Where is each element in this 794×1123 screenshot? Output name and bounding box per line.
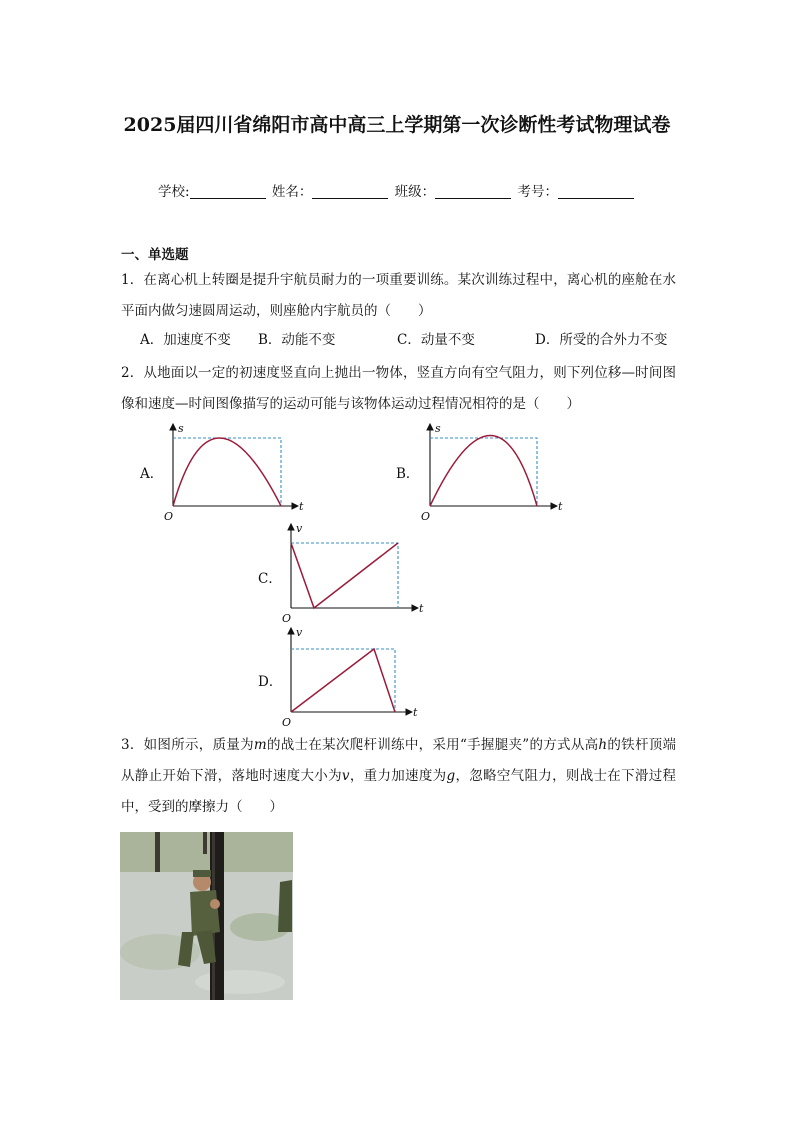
question-3-stem: 3．如图所示，质量为m的战士在某次爬杆训练中，采用“手握腿夹”的方式从高h的铁杆顶端从静止开始下滑，落地时速度大小为v，重力加速度为g，忽略空气阻力，则战士在下滑过程中，受到的摩擦力（ ） [121,737,677,815]
guide-lines [430,438,537,506]
q2-graph-b [417,420,567,525]
q2-graph-a [160,420,310,525]
v-axis-label: v [296,626,303,639]
student-info-line [0,180,794,200]
exam-number-label: 考号： [517,184,558,200]
exam-number-blank[interactable] [558,184,634,199]
q2-option-a-label[interactable]: A． [140,466,164,482]
question-2-stem: 2．从地面以一定的初速度竖直向上抛出一物体，竖直方向有空气阻力，则下列位移—时间图像和速度—时间图像描写的运动可能与该物体运动过程情况相符的是（ ） [121,365,676,412]
q2-option-d-label[interactable]: D． [258,674,283,690]
origin-label: O [282,716,292,729]
q2-option-b-label[interactable]: B． [396,466,420,482]
class-blank[interactable] [435,184,511,199]
s-axis-label: s [178,422,184,435]
t-axis-label: t [558,500,563,513]
name-blank[interactable] [312,184,388,199]
t-axis-label: t [299,500,304,513]
t-axis-label: t [413,706,418,719]
s-axis-label: s [435,422,441,435]
guide-lines [291,543,398,608]
displacement-curve [173,438,281,506]
guide-lines [173,438,281,506]
origin-label: O [282,612,292,625]
name-label: 姓名： [271,184,313,200]
q1-option-c[interactable]: C．动量不变 [397,332,475,348]
question-1-stem: 1．在离心机上转圈是提升宇航员耐力的一项重要训练。某次训练过程中，离心机的座舱在水平面内做匀速圆周运动，则座舱内宇航员的（ ） [121,272,676,319]
q2-graph-d [278,626,428,731]
school-label: 学校: [158,184,190,200]
t-axis-label: t [419,602,424,615]
soldier-climbing-pole-photo [120,832,293,1000]
section-heading: 一、单选题 [121,247,189,263]
v-axis-label: v [296,522,303,535]
q1-option-a[interactable]: A．加速度不变 [140,332,231,348]
q1-option-b[interactable]: B．动能不变 [258,332,336,348]
origin-label: O [164,510,174,523]
page-title: 2025届四川省绵阳市高中高三上学期第一次诊断性考试物理试卷 [123,114,671,136]
q2-option-c-label[interactable]: C． [258,571,282,587]
velocity-curve [291,543,398,608]
q2-graph-c [278,522,428,627]
q1-option-d[interactable]: D．所受的合外力不变 [535,332,668,348]
class-label: 班级： [394,184,436,200]
school-blank[interactable] [190,184,266,199]
velocity-curve [291,649,395,712]
photo-illustration [120,832,293,1000]
guide-lines [291,649,395,712]
displacement-curve [430,436,537,507]
origin-label: O [421,510,431,523]
question-1-options [140,328,680,356]
